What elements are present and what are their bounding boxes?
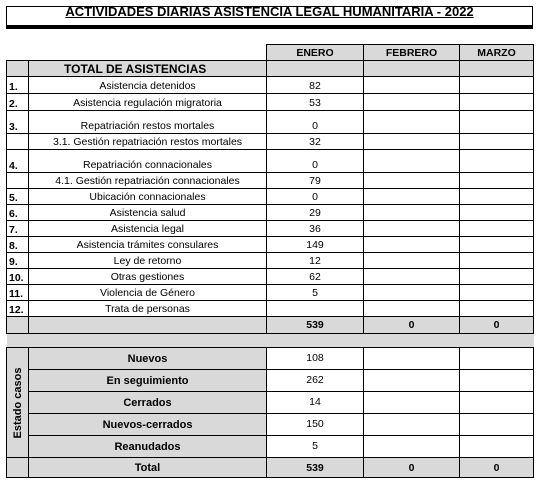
row-number	[7, 134, 29, 150]
estado-label: Nuevos	[29, 348, 267, 370]
row-number: 4.	[7, 150, 29, 173]
row-value-marzo	[460, 269, 534, 285]
row-number: 8.	[7, 237, 29, 253]
total-enero: 539	[267, 317, 364, 334]
row-value-marzo	[460, 94, 534, 111]
row-value-enero: 12	[267, 253, 364, 269]
row-value-febrero	[364, 150, 460, 173]
row-value-marzo	[460, 221, 534, 237]
table-row	[7, 301, 534, 317]
row-value-enero: 82	[267, 77, 364, 94]
estado-side-label: Estado casos	[11, 367, 24, 438]
estado-row	[7, 392, 534, 414]
assistance-table	[6, 44, 534, 478]
section-title: TOTAL DE ASISTENCIAS	[29, 61, 267, 77]
row-number: 11.	[7, 285, 29, 301]
row-value-febrero	[364, 269, 460, 285]
row-value-enero: 0	[267, 189, 364, 205]
row-label: 4.1. Gestión repatriación connacionales	[29, 173, 267, 189]
row-value-enero: 149	[267, 237, 364, 253]
estado-value-enero: 5	[267, 436, 364, 458]
row-label: Asistencia trámites consulares	[29, 237, 267, 253]
month-header-febrero: FEBRERO	[364, 45, 460, 61]
row-value-enero: 53	[267, 94, 364, 111]
row-value-febrero	[364, 189, 460, 205]
row-value-marzo	[460, 253, 534, 269]
table-row	[7, 150, 534, 173]
estado-label: En seguimiento	[29, 370, 267, 392]
row-number: 7.	[7, 221, 29, 237]
row-value-enero: 29	[267, 205, 364, 221]
row-value-enero: 32	[267, 134, 364, 150]
row-label: Trata de personas	[29, 301, 267, 317]
row-value-febrero	[364, 205, 460, 221]
estado-label: Reanudados	[29, 436, 267, 458]
total-marzo: 0	[460, 317, 534, 334]
estado-row	[7, 370, 534, 392]
row-value-marzo	[460, 111, 534, 134]
page-title: ACTIVIDADES DIARIAS ASISTENCIA LEGAL HUMANITARIA - 2022	[65, 4, 474, 19]
totals-row	[7, 317, 534, 334]
row-number: 3.	[7, 111, 29, 134]
estado-total-row	[7, 458, 534, 478]
row-value-marzo	[460, 205, 534, 221]
estado-row	[7, 414, 534, 436]
row-number: 1.	[7, 77, 29, 94]
row-value-enero: 0	[267, 150, 364, 173]
row-number: 5.	[7, 189, 29, 205]
estado-label: Nuevos-cerrados	[29, 414, 267, 436]
row-value-febrero	[364, 94, 460, 111]
row-value-marzo	[460, 173, 534, 189]
row-label: Repatriación connacionales	[29, 150, 267, 173]
estado-total-label: Total	[29, 458, 267, 478]
row-value-febrero	[364, 301, 460, 317]
estado-side-label-cell	[7, 348, 29, 458]
table-row	[7, 269, 534, 285]
row-label: Violencia de Género	[29, 285, 267, 301]
row-label: Ubicación connacionales	[29, 189, 267, 205]
row-label: Asistencia detenidos	[29, 77, 267, 94]
row-value-febrero	[364, 285, 460, 301]
table-row	[7, 173, 534, 189]
table-row	[7, 189, 534, 205]
estado-row	[7, 348, 534, 370]
row-label: 3.1. Gestión repatriación restos mortales	[29, 134, 267, 150]
row-value-enero: 0	[267, 111, 364, 134]
row-number: 9.	[7, 253, 29, 269]
estado-value-enero: 14	[267, 392, 364, 414]
month-header-row	[7, 45, 534, 61]
row-label: Asistencia salud	[29, 205, 267, 221]
row-value-marzo	[460, 150, 534, 173]
row-value-enero: 5	[267, 285, 364, 301]
month-header-enero: ENERO	[267, 45, 364, 61]
estado-total-febrero: 0	[364, 458, 460, 478]
row-value-febrero	[364, 77, 460, 94]
estado-value-enero: 150	[267, 414, 364, 436]
estado-row	[7, 436, 534, 458]
table-row	[7, 111, 534, 134]
row-value-enero: 79	[267, 173, 364, 189]
estado-total-enero: 539	[267, 458, 364, 478]
row-value-febrero	[364, 173, 460, 189]
row-label: Repatriación restos mortales	[29, 111, 267, 134]
row-number	[7, 173, 29, 189]
table-row	[7, 77, 534, 94]
row-value-marzo	[460, 134, 534, 150]
row-value-marzo	[460, 301, 534, 317]
row-value-febrero	[364, 253, 460, 269]
row-value-marzo	[460, 189, 534, 205]
row-value-febrero	[364, 237, 460, 253]
row-label: Asistencia legal	[29, 221, 267, 237]
row-value-febrero	[364, 134, 460, 150]
row-value-enero: 62	[267, 269, 364, 285]
row-number: 12.	[7, 301, 29, 317]
row-value-enero: 36	[267, 221, 364, 237]
row-number: 6.	[7, 205, 29, 221]
table-row	[7, 285, 534, 301]
table-row	[7, 221, 534, 237]
table-row	[7, 205, 534, 221]
row-value-marzo	[460, 77, 534, 94]
table-row	[7, 94, 534, 111]
month-header-marzo: MARZO	[460, 45, 534, 61]
estado-value-enero: 108	[267, 348, 364, 370]
estado-total-marzo: 0	[460, 458, 534, 478]
row-label: Asistencia regulación migratoria	[29, 94, 267, 111]
table-row	[7, 237, 534, 253]
estado-value-enero: 262	[267, 370, 364, 392]
row-value-enero	[267, 301, 364, 317]
row-label: Ley de retorno	[29, 253, 267, 269]
row-number: 2.	[7, 94, 29, 111]
spacer-row	[7, 334, 534, 348]
table-row	[7, 134, 534, 150]
section-title-row	[7, 61, 534, 77]
row-number: 10.	[7, 269, 29, 285]
row-value-febrero	[364, 221, 460, 237]
total-febrero: 0	[364, 317, 460, 334]
row-value-febrero	[364, 111, 460, 134]
estado-label: Cerrados	[29, 392, 267, 414]
table-row	[7, 253, 534, 269]
row-value-marzo	[460, 237, 534, 253]
row-value-marzo	[460, 285, 534, 301]
row-label: Otras gestiones	[29, 269, 267, 285]
